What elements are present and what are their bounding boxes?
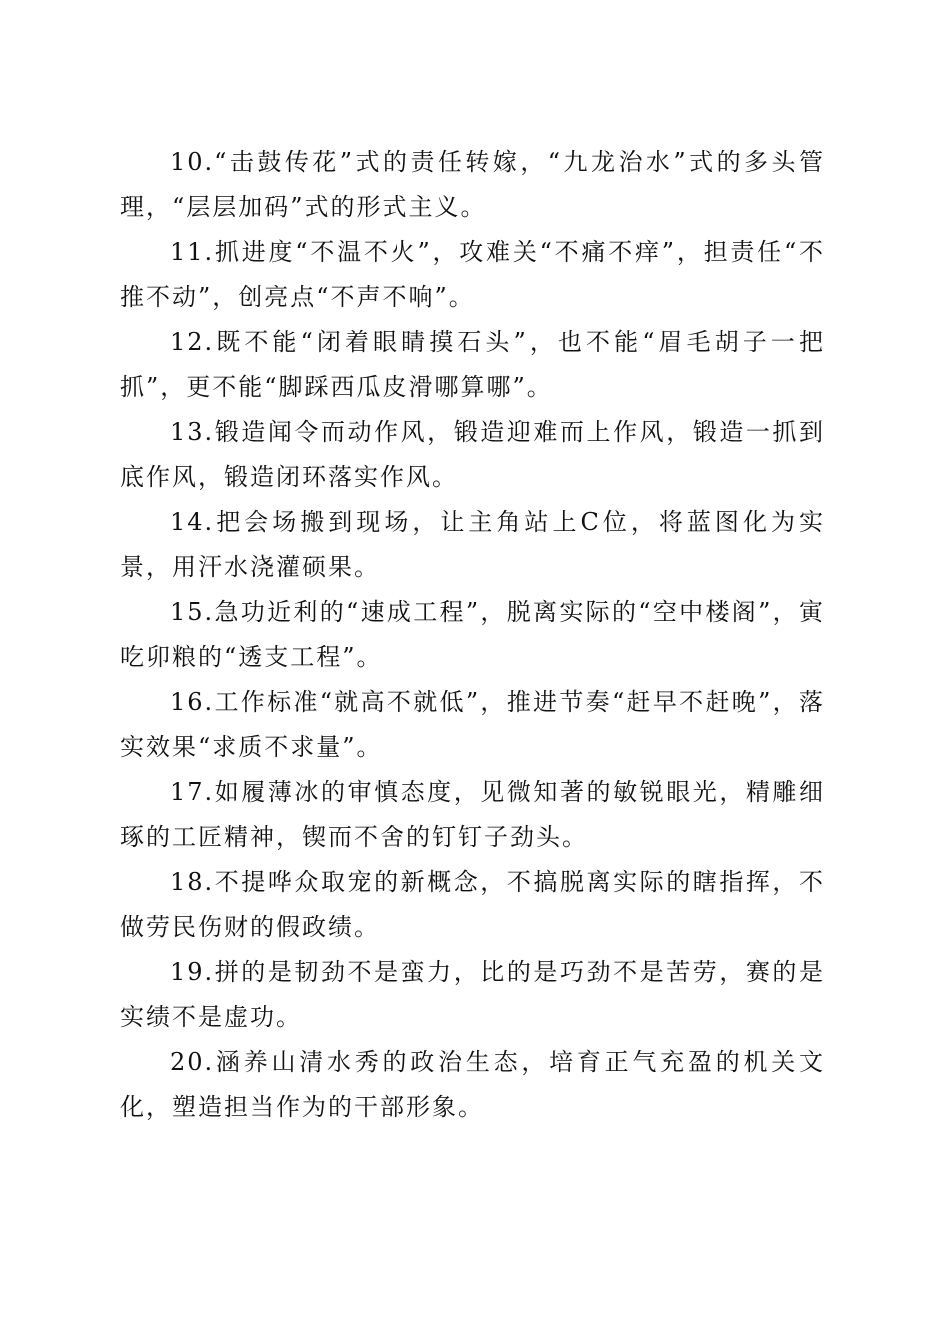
list-item-17: 17.如履薄冰的审慎态度，见微知著的敏锐眼光，精雕细琢的工匠精神，锲而不舍的钉钉子劲头。 bbox=[120, 778, 825, 851]
document-body bbox=[120, 140, 825, 1130]
list-item-20: 20.涵养山清水秀的政治生态，培育正气充盈的机关文化，塑造担当作为的干部形象。 bbox=[120, 1048, 825, 1121]
list-item-12: 12.既不能“闭着眼睛摸石头”，也不能“眉毛胡子一把抓”，更不能“脚踩西瓜皮滑哪算哪”。 bbox=[120, 328, 825, 401]
list-item-16: 16.工作标准“就高不就低”，推进节奏“赶早不赶晚”，落实效果“求质不求量”。 bbox=[120, 688, 825, 761]
list-item-10: 10.“击鼓传花”式的责任转嫁，“九龙治水”式的多头管理，“层层加码”式的形式主义。 bbox=[120, 148, 825, 221]
list-item-14: 14.把会场搬到现场，让主角站上C位，将蓝图化为实景，用汗水浇灌硕果。 bbox=[120, 508, 825, 581]
list-item-19: 19.拼的是韧劲不是蛮力，比的是巧劲不是苦劳，赛的是实绩不是虚功。 bbox=[120, 958, 825, 1031]
list-item-18: 18.不提哗众取宠的新概念，不搞脱离实际的瞎指挥，不做劳民伤财的假政绩。 bbox=[120, 868, 825, 941]
list-item-15: 15.急功近利的“速成工程”，脱离实际的“空中楼阁”，寅吃卯粮的“透支工程”。 bbox=[120, 598, 825, 671]
list-item-11: 11.抓进度“不温不火”，攻难关“不痛不痒”，担责任“不推不动”，创亮点“不声不响”。 bbox=[120, 238, 825, 311]
list-item-13: 13.锻造闻令而动作风，锻造迎难而上作风，锻造一抓到底作风，锻造闭环落实作风。 bbox=[120, 418, 825, 491]
